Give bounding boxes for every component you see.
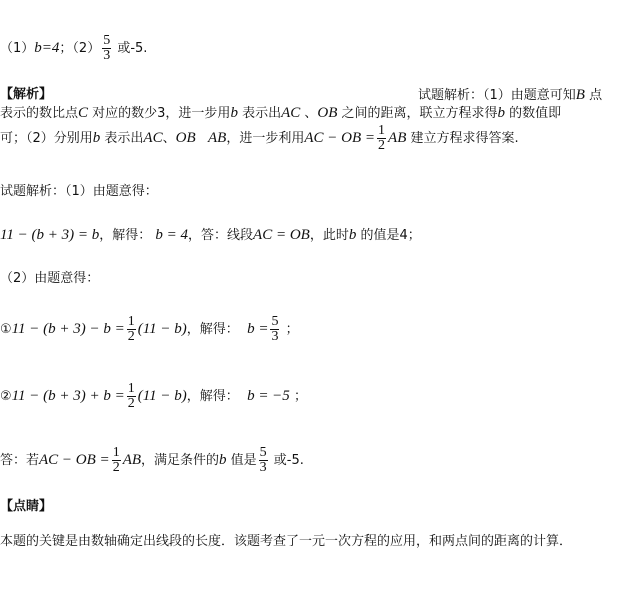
text: ，答：线段 <box>188 228 254 243</box>
fraction-numerator: 5 <box>271 314 279 329</box>
fraction-numerator: 1 <box>127 314 135 329</box>
var-b: b <box>497 105 506 121</box>
var-AC: AC <box>281 105 301 121</box>
fraction-denominator: 2 <box>127 329 135 344</box>
text: ，进一步利用 <box>226 131 305 146</box>
analysis-point-text: 点 <box>584 88 603 103</box>
text: 表示的数比点 <box>0 106 79 121</box>
text: 建立方程求得答案. <box>406 131 519 146</box>
text: 表示出 <box>237 106 282 121</box>
equation-result: b = −5 <box>247 388 290 404</box>
analysis-intro-text: 试题解析：（1）由题意可知 <box>418 88 576 103</box>
fraction-denominator: 2 <box>127 396 135 411</box>
text: 、 <box>300 106 318 121</box>
equation-right: (11 − b) <box>137 321 187 337</box>
equation-left: 11 − (b + 3) − b = <box>11 321 125 337</box>
fraction-numerator: 1 <box>378 123 386 138</box>
fraction-numerator: 5 <box>259 445 267 460</box>
equation-left: AC − OB = <box>39 452 110 468</box>
fraction-numerator: 1 <box>112 445 120 460</box>
var-b: b <box>219 452 227 468</box>
solution-case1 <box>0 315 299 344</box>
answer-sep: ； <box>59 41 73 56</box>
equation-right: (11 − b) <box>137 388 187 404</box>
half-fraction <box>127 382 136 411</box>
text: 的值是4； <box>356 228 421 243</box>
var-b: b <box>92 130 101 146</box>
text: ； <box>293 389 307 404</box>
text: 值是 <box>226 453 257 468</box>
fraction-denominator: 3 <box>103 48 111 63</box>
text: 的数值即 <box>505 106 562 121</box>
answer-fraction <box>102 34 111 63</box>
var-OB: OB <box>317 105 338 121</box>
solution-final-answer <box>0 446 304 475</box>
half-fraction <box>127 315 136 344</box>
equation-left: AC − OB = <box>304 130 376 146</box>
answer-part1-value: b=4 <box>34 40 60 56</box>
var-b: b <box>348 227 357 243</box>
text: 之间的距离，联立方程求得 <box>337 106 498 121</box>
answer-part2-label: （2） <box>72 41 101 56</box>
equation-result: b = 4 <box>155 227 189 243</box>
var-B: B <box>575 87 585 103</box>
solution-case2 <box>0 382 307 411</box>
analysis-intro <box>418 86 602 105</box>
result-fraction <box>259 446 268 475</box>
text: 可；（2）分别用 <box>0 131 93 146</box>
equation: AC = OB <box>253 227 310 243</box>
var-C: C <box>78 105 89 121</box>
fraction-denominator: 3 <box>271 329 279 344</box>
fraction-denominator: 3 <box>259 460 267 475</box>
fraction-numerator: 5 <box>103 33 111 48</box>
equation-left: 11 − (b + 3) + b = <box>11 388 125 404</box>
analysis-line-2 <box>0 104 561 123</box>
text: 答：若 <box>0 453 40 468</box>
text: 或-5. <box>269 453 304 468</box>
answer-line <box>0 34 147 63</box>
case-marker: ① <box>0 322 12 337</box>
analysis-line-3 <box>0 124 519 153</box>
case-marker: ② <box>0 389 12 404</box>
comment-text: 本题的关键是由数轴确定出线段的长度．该题考查了一元一次方程的应用，和两点间的距离的计算． <box>0 534 573 549</box>
text: ，满足条件的 <box>141 453 220 468</box>
fraction-denominator: 2 <box>378 138 386 153</box>
text: 对应的数少3，进一步用 <box>88 106 231 121</box>
var-b: b <box>230 105 238 121</box>
text: 、 <box>162 131 176 146</box>
result-fraction <box>270 315 279 344</box>
text: ，此时 <box>309 228 349 243</box>
fraction-numerator: 1 <box>127 381 135 396</box>
text: ，解得： <box>186 389 239 404</box>
equation: 11 − (b + 3) = b <box>0 227 100 243</box>
equation-right: AB <box>122 452 142 468</box>
answer-part1-label: （1） <box>0 41 35 56</box>
var-AB: AB <box>208 130 227 146</box>
equation-result: b = <box>247 321 269 337</box>
half-fraction <box>377 124 386 153</box>
text: ，解得： <box>186 322 239 337</box>
var-AC: AC <box>143 130 163 146</box>
comment-header: 【点睛】 <box>0 499 53 514</box>
answer-tail: 或-5. <box>113 41 148 56</box>
text: ，解得： <box>99 228 152 243</box>
equation-right: AB <box>388 130 407 146</box>
solution-part2: （2）由题意得： <box>0 271 100 286</box>
fraction-denominator: 2 <box>112 460 120 475</box>
var-OB: OB <box>175 130 196 146</box>
solution-intro: 试题解析：（1）由题意得： <box>0 184 158 199</box>
text: ； <box>285 322 299 337</box>
analysis-header: 【解析】 <box>0 87 53 102</box>
solution-eq1-line <box>0 226 421 245</box>
text: 表示出 <box>100 131 144 146</box>
half-fraction <box>112 446 121 475</box>
